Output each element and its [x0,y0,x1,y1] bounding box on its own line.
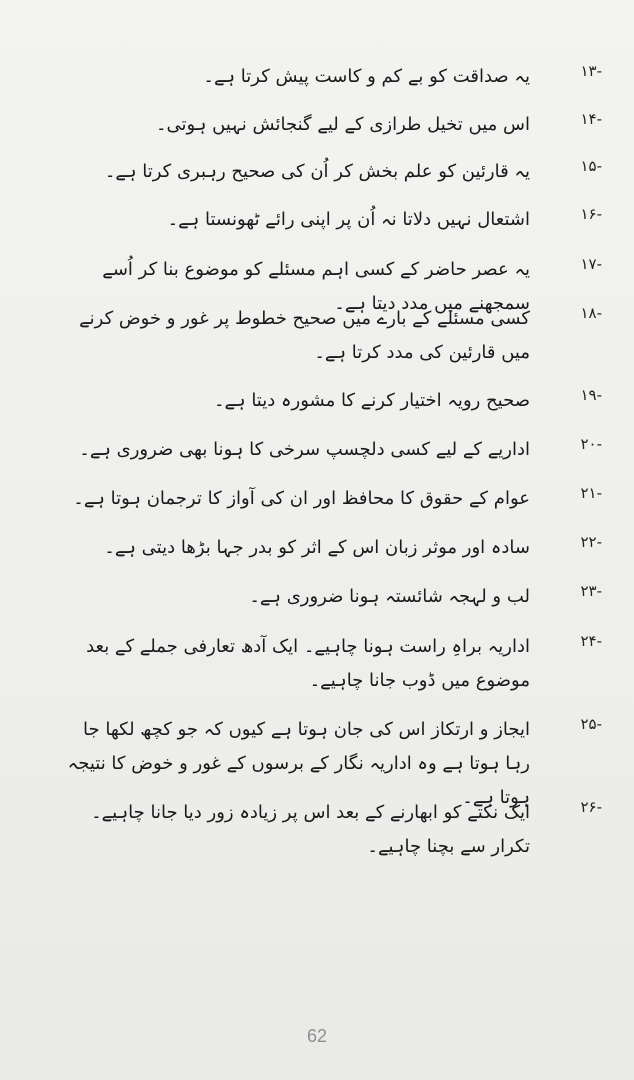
item-text: سادہ اور موثر زبان اس کے اثر کو بدر جہا بڑھا دیتی ہے۔ [104,537,530,558]
item-number: -۲۳ [580,582,602,600]
item-text: ایک نکتے کو ابھارنے کے بعد اس پر زیادہ زور دیا جانا چاہیے۔ تکرار سے بچنا چاہیے۔ [91,802,530,857]
item-number: -۱۶ [580,205,602,223]
item-text: عوام کے حقوق کا محافظ اور ان کی آواز کا ترجمان ہوتا ہے۔ [73,488,530,509]
item-text: اداریہ براہِ راست ہونا چاہیے۔ ایک آدھ تعارفی جملے کے بعد موضوع میں ڈوب جانا چاہیے۔ [86,636,530,691]
item-number: -۱۵ [580,157,602,175]
item-text: یہ عصر حاضر کے کسی اہم مسئلے کو موضوع بنا کر اُسے سمجھنے میں مدد دیتا ہے۔ [102,259,530,314]
item-text: کسی مسئلے کے بارے میں صحیح خطوط پر غور و خوض کرنے میں قارئین کی مدد کرتا ہے۔ [79,308,530,363]
item-number: -۲۵ [580,715,602,733]
item-text: اس میں تخیل طرازی کے لیے گنجائش نہیں ہوتی۔ [156,114,530,135]
item-number: -۱۳ [580,62,602,80]
item-number: -۲۴ [580,632,602,650]
item-number: -۱۹ [580,386,602,404]
item-text: اداریے کے لیے کسی دلچسپ سرخی کا ہونا بھی ضروری ہے۔ [79,439,530,460]
item-text: ایجاز و ارتکاز اس کی جان ہوتا ہے کیوں کہ جو کچھ لکھا جا رہا ہوتا ہے وہ اداریہ نگار کے برسوں کے غور و خوض کا نتیجہ ہوتا ہے۔ [67,719,530,808]
item-number: -۱۸ [580,304,602,322]
item-text: یہ قارئین کو علم بخش کر اُن کی صحیح رہبری کرتا ہے۔ [104,161,530,182]
item-number: -۲۶ [580,798,602,816]
item-number: -۲۲ [580,533,602,551]
item-number: -۲۱ [580,484,602,502]
item-text: اشتعال نہیں دلاتا نہ اُن پر اپنی رائے ٹھونستا ہے۔ [167,209,530,230]
item-text: یہ صداقت کو بے کم و کاست پیش کرتا ہے۔ [203,66,530,87]
item-number: -۱۴ [580,110,602,128]
item-text: صحیح رویہ اختیار کرنے کا مشورہ دیتا ہے۔ [213,390,530,411]
item-number: -۲۰ [580,435,602,453]
page-number: 62 [306,1026,328,1046]
item-number: -۱۷ [580,255,602,273]
item-text: لب و لہجہ شائستہ ہونا ضروری ہے۔ [249,586,530,607]
